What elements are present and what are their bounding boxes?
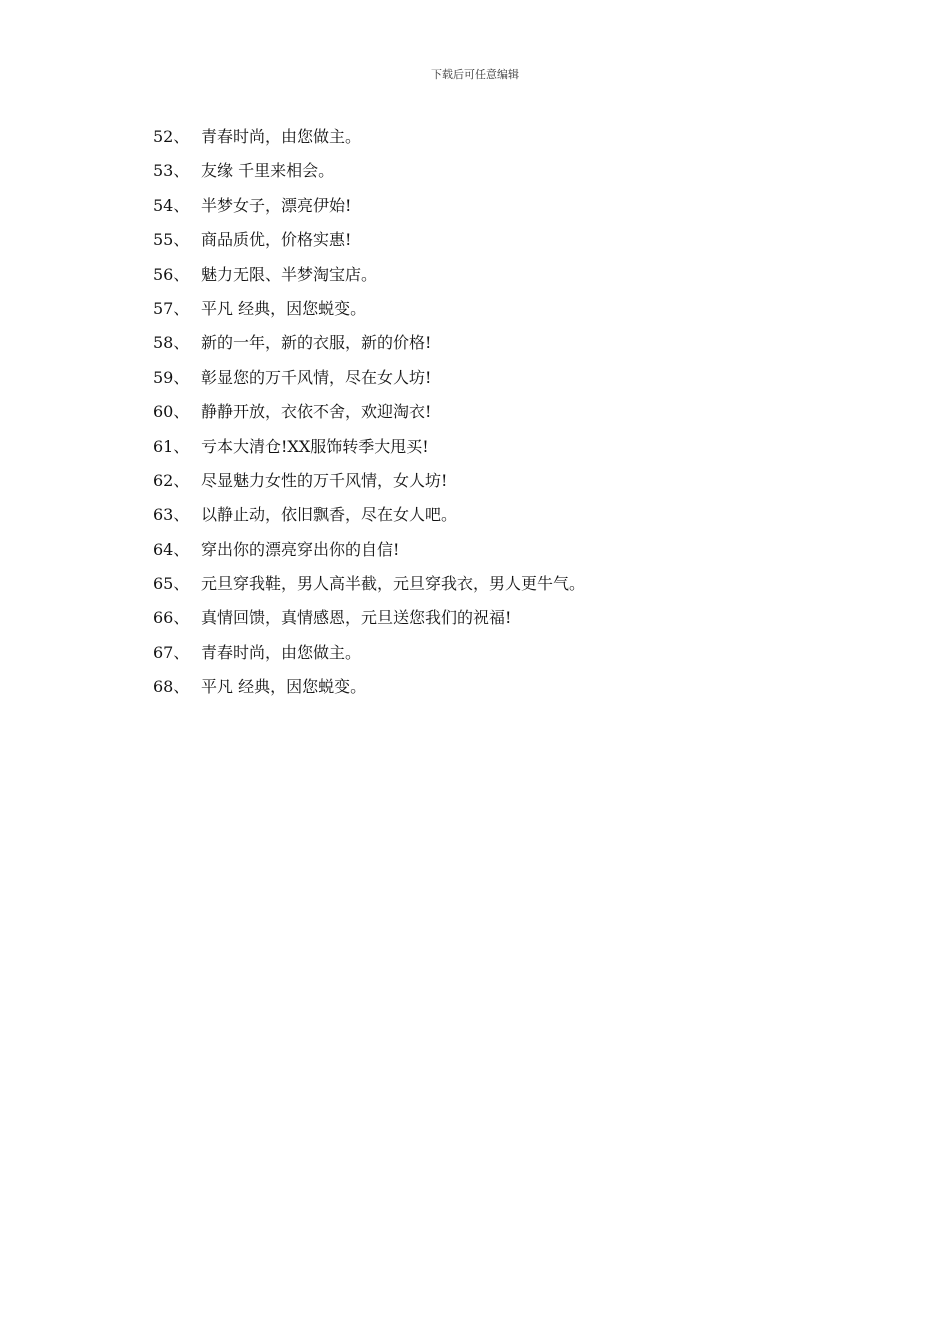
item-text: 静静开放，衣依不舍，欢迎淘衣! bbox=[201, 402, 432, 422]
item-number: 57、 bbox=[153, 298, 190, 318]
list-item bbox=[153, 503, 585, 537]
list-item bbox=[153, 538, 585, 572]
item-text: 青春时尚，由您做主。 bbox=[201, 642, 362, 662]
list-item bbox=[153, 469, 585, 503]
item-number: 65、 bbox=[153, 574, 190, 594]
list-item bbox=[153, 263, 585, 297]
list-item bbox=[153, 641, 585, 675]
slogan-list bbox=[153, 125, 585, 710]
item-number: 53、 bbox=[153, 161, 190, 181]
list-item bbox=[153, 159, 585, 193]
item-number: 60、 bbox=[153, 402, 190, 422]
item-text: 元旦穿我鞋，男人高半截，元旦穿我衣，男人更牛气。 bbox=[201, 574, 586, 594]
item-text: 穿出你的漂亮穿出你的自信! bbox=[201, 539, 400, 559]
item-text: 亏本大清仓!XX服饰转季大甩买! bbox=[201, 436, 429, 456]
list-item bbox=[153, 228, 585, 262]
item-number: 58、 bbox=[153, 333, 190, 353]
list-item bbox=[153, 331, 585, 365]
item-text: 新的一年，新的衣服，新的价格! bbox=[201, 333, 432, 353]
item-number: 52、 bbox=[153, 127, 190, 146]
item-text: 以静止动，依旧飘香，尽在女人吧。 bbox=[201, 505, 458, 525]
item-text: 魅力无限、半梦淘宝店。 bbox=[201, 264, 378, 284]
item-number: 63、 bbox=[153, 505, 190, 525]
item-text: 真情回馈，真情感恩，元旦送您我们的祝福! bbox=[201, 608, 512, 628]
item-text: 彰显您的万千风情，尽在女人坊! bbox=[201, 367, 432, 387]
item-text: 友缘 千里来相会。 bbox=[201, 161, 335, 181]
list-item bbox=[153, 194, 585, 228]
item-number: 64、 bbox=[153, 539, 190, 559]
item-number: 62、 bbox=[153, 470, 190, 490]
list-item bbox=[153, 435, 585, 469]
item-number: 54、 bbox=[153, 195, 190, 215]
list-item bbox=[153, 297, 585, 331]
item-number: 61、 bbox=[153, 436, 190, 456]
item-text: 平凡 经典，因您蜕变。 bbox=[201, 298, 367, 318]
item-number: 68、 bbox=[153, 677, 190, 697]
list-item bbox=[153, 572, 585, 606]
list-item bbox=[153, 125, 585, 159]
item-number: 56、 bbox=[153, 264, 190, 284]
item-number: 66、 bbox=[153, 608, 190, 628]
item-text: 商品质优，价格实惠! bbox=[201, 230, 352, 250]
item-text: 平凡 经典，因您蜕变。 bbox=[201, 677, 367, 697]
list-item bbox=[153, 400, 585, 434]
item-text: 尽显魅力女性的万千风情，女人坊! bbox=[201, 470, 448, 490]
item-text: 半梦女子，漂亮伊始! bbox=[201, 195, 352, 215]
page-header: 下载后可任意编辑 bbox=[431, 68, 519, 81]
item-number: 67、 bbox=[153, 642, 190, 662]
item-text: 青春时尚，由您做主。 bbox=[201, 127, 362, 146]
list-item bbox=[153, 606, 585, 640]
item-number: 55、 bbox=[153, 230, 190, 250]
list-item bbox=[153, 366, 585, 400]
item-number: 59、 bbox=[153, 367, 190, 387]
list-item bbox=[153, 675, 585, 709]
